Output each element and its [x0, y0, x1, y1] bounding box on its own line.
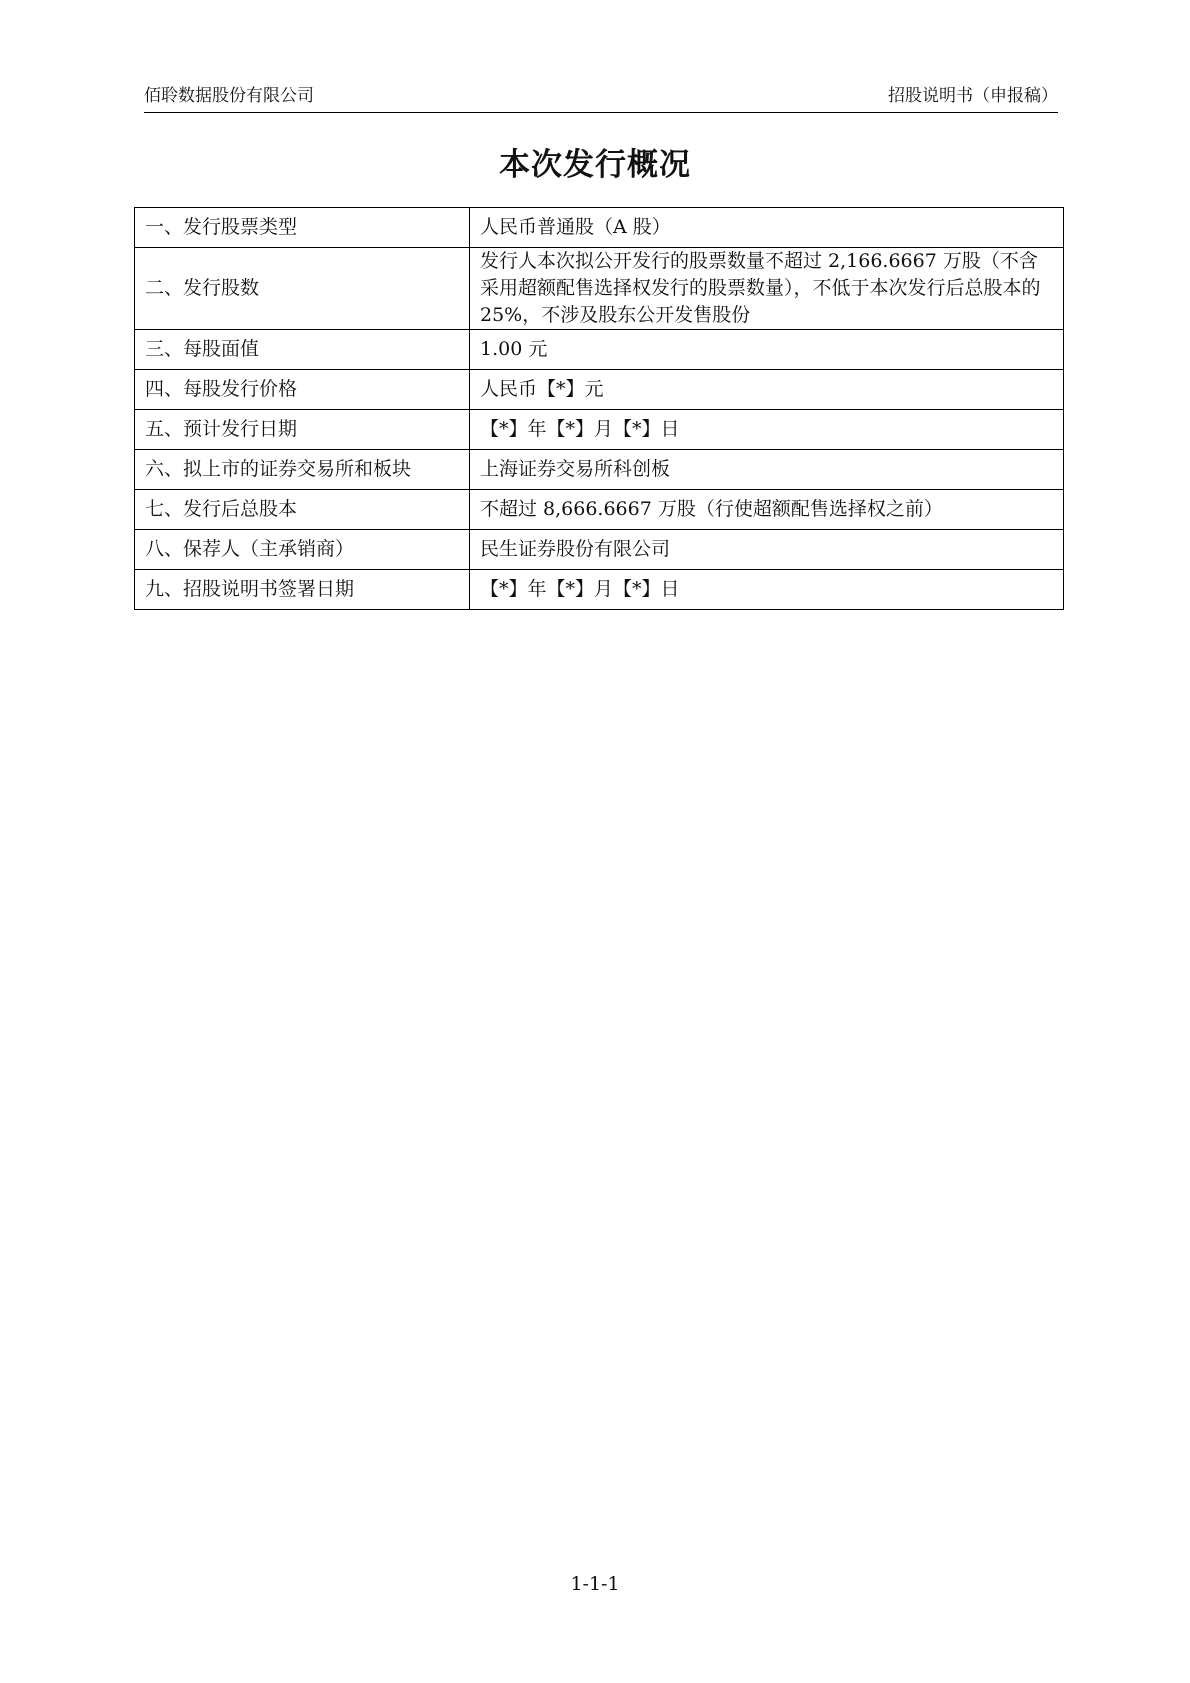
row-label: 八、保荐人（主承销商）: [135, 530, 470, 570]
row-value: 不超过 8,666.6667 万股（行使超额配售选择权之前）: [470, 490, 1064, 530]
page-title: 本次发行概况: [499, 147, 691, 183]
row-value: 【*】年【*】月【*】日: [470, 570, 1064, 610]
table-row: [135, 208, 1064, 248]
row-label: 四、每股发行价格: [135, 370, 470, 410]
row-label: 五、预计发行日期: [135, 410, 470, 450]
row-label: 二、发行股数: [135, 248, 470, 330]
issuance-overview-table: [134, 207, 1064, 610]
table-row: [135, 450, 1064, 490]
row-value: 上海证券交易所科创板: [470, 450, 1064, 490]
row-value: 人民币普通股（A 股）: [470, 208, 1064, 248]
row-value: 1.00 元: [470, 330, 1064, 370]
row-label: 六、拟上市的证券交易所和板块: [135, 450, 470, 490]
row-label: 一、发行股票类型: [135, 208, 470, 248]
header-company-name: 佰聆数据股份有限公司: [144, 86, 314, 106]
row-value: 人民币【*】元: [470, 370, 1064, 410]
page-number: 1-1-1: [570, 1573, 620, 1595]
row-value: 【*】年【*】月【*】日: [470, 410, 1064, 450]
table-row: [135, 570, 1064, 610]
row-value: 民生证券股份有限公司: [470, 530, 1064, 570]
page-header: [144, 84, 1058, 113]
table-row: [135, 490, 1064, 530]
row-label: 三、每股面值: [135, 330, 470, 370]
header-document-type: 招股说明书（申报稿）: [888, 86, 1058, 106]
row-label: 七、发行后总股本: [135, 490, 470, 530]
table-row: [135, 248, 1064, 330]
table-row: [135, 410, 1064, 450]
row-label: 九、招股说明书签署日期: [135, 570, 470, 610]
row-value: 发行人本次拟公开发行的股票数量不超过 2,166.6667 万股（不含采用超额配售选择权发行的股票数量），不低于本次发行后总股本的 25%，不涉及股东公开发售股份: [470, 248, 1064, 330]
table-row: [135, 370, 1064, 410]
table-row: [135, 330, 1064, 370]
table-row: [135, 530, 1064, 570]
